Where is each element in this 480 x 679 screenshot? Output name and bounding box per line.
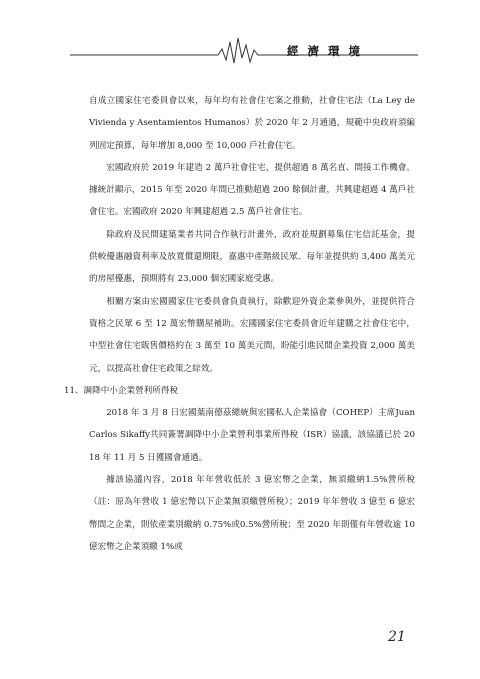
paragraph-tax-details: 據該協議內容，2018 年年營收低於 3 億宏幣之企業，無須繳納1.5%營所稅（註：原為年營收 1 億宏幣以下企業無須繳營所稅）；2019 年年營收 3 億至 6 億宏幣間之企業，則依產業別繳納 0.75%或0.5%營所稅；至 2020 年則僅有年營收逾 10 億宏幣之企業須繳 1%或 — [89, 475, 415, 552]
paragraph-housing-committee: 相關方案由宏國國家住宅委員會負責執行，除歡迎外資企業參與外，並提供符合資格之民眾 6 至 12 萬宏幣購屋補助。宏國國家住宅委員會近年建購之社會住宅中，中型社會住宅販售價格約在 3 萬至 10 萬美元間，盼能引進民間企業投資 2,000 萬美元，以提高社會住宅政策之綜效。 — [89, 296, 415, 374]
paragraph-housing-trust-fund: 除政府及民間建築業者共同合作執行計畫外，政府並規劃募集住宅信託基金，提供較優惠融資利率及放寬償還期限，嘉惠中產階級民眾。每年並提供約 3,400 萬美元的房屋優惠，預期將有 23,000 個宏國家庭受惠。 — [89, 229, 415, 285]
page-header — [0, 0, 480, 70]
body-text — [64, 90, 415, 558]
paragraph-housing-construction: 宏國政府於 2019 年建造 2 萬戶社會住宅，提供超過 8 萬名直、間接工作機會。據統計顯示，2015 年至 2020 年間已推動超過 200 餘個計畫，共興建超過 4 萬戶社會住宅。宏國政府 2020 年興建超過 2.5 萬戶社會住宅。 — [89, 162, 415, 218]
paragraph-social-housing-law: 自成立國家住宅委員會以來，每年均有社會住宅案之推動，社會住宅法（La Ley de Vivienda y Asentamientos Humanos）於 2020 年 2 月通過，規範中央政府須編列固定預算，每年增加 8,000 至 10,000 戶社會住宅。 — [89, 96, 415, 151]
section-heading-tax-reduction: 11、調降中小企業營利所得稅 — [64, 385, 179, 396]
page-number: 21 — [388, 629, 406, 645]
heartbeat-line-ornament — [0, 0, 480, 70]
paragraph-tax-agreement: 2018 年 3 月 8 日宏國葉南德茲總統與宏國私人企業協會（COHEP）主席Juan Carlos Sikaffy共同簽署調降中小企業營利事業所得稅（ISR）協議，該協議已於 2018 年 11 月 5 日獲國會通過。 — [89, 408, 415, 463]
section-label: 經濟環境 — [287, 44, 369, 58]
